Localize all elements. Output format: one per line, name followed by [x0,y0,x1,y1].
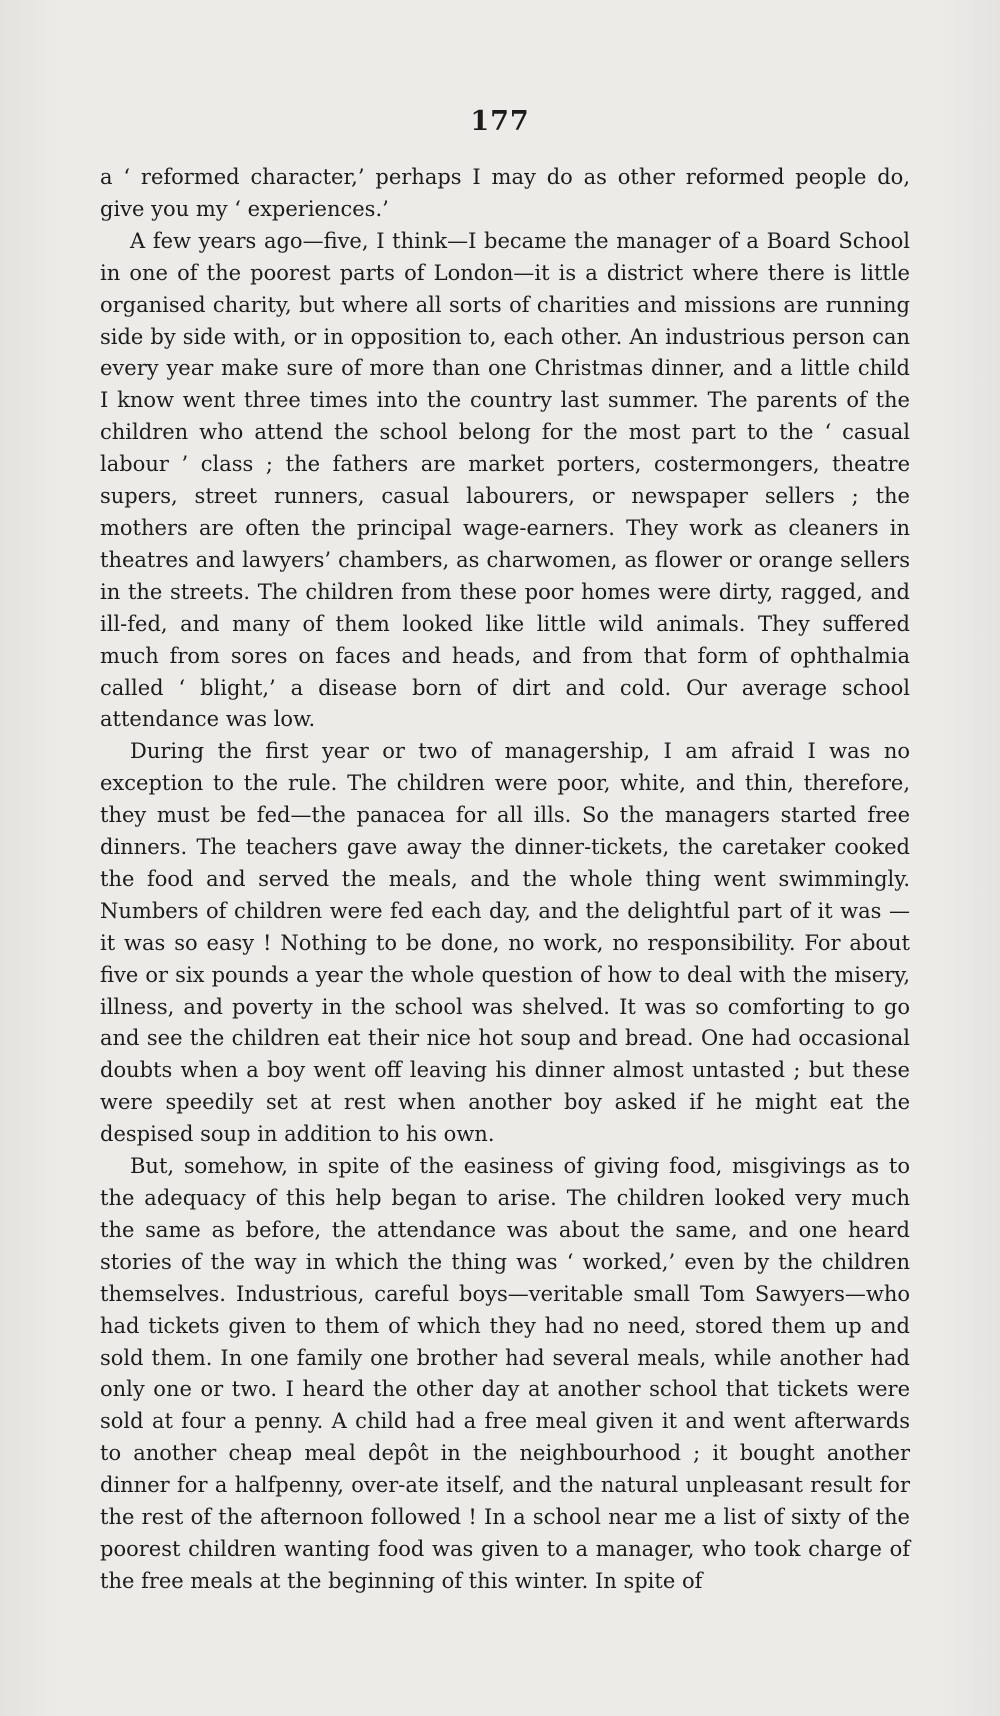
page-body-text [100,162,910,1598]
paragraph-continuation: a ‘ reformed character,’ perhaps I may do as other reformed people do, give you my ‘ experiences.’ [100,165,910,221]
paragraph-misgivings: But, somehow, in spite of the easiness of giving food, misgivings as to the adequacy of this help began to arise. The children looked very much the same as before, the attendance was about the same, and one heard stories of the way in which the thing was ‘ worked,’ even by the children themselves. Industrious, careful boys—veritable small Tom Sawyers—who had tickets given to them of which they had no need, stored them up and sold them. In one family one brother had several meals, while another had only one or two. I heard the other day at another school that tickets were sold at four a penny. A child had a free meal given it and went afterwards to another cheap meal depôt in the neighbourhood ; it bought another dinner for a halfpenny, over-ate itself, and the natural unpleasant result for the rest of the afternoon followed ! In a school near me a list of sixty of the poorest children wanting food was given to a manager, who took charge of the free meals at the beginning of this winter. In spite of [100,1154,910,1593]
page-number: 177 [470,106,530,137]
paragraph-free-dinners: During the first year or two of managership, I am afraid I was no exception to the rule. The children were poor, white, and thin, therefore, they must be fed—the panacea for all ills. So the managers started free dinners. The teachers gave away the dinner-tickets, the caretaker cooked the food and served the meals, and the whole thing went swimmingly. Numbers of children were fed each day, and the delightful part of it was —it was so easy ! Nothing to be done, no work, no responsibility. For about five or six pounds a year the whole question of how to deal with the misery, illness, and poverty in the school was shelved. It was so comforting to go and see the children eat their nice hot soup and bread. One had occasional doubts when a boy went off leaving his dinner almost untasted ; but these were speedily set at rest when another boy asked if he might eat the despised soup in addition to his own. [100,739,910,1147]
paragraph-board-school: A few years ago—five, I think—I became the manager of a Board School in one of the poorest parts of London—it is a district where there is little organised charity, but where all sorts of charities and missions are running side by side with, or in opposition to, each other. An industrious person can every year make sure of more than one Christmas dinner, and a little child I know went three times into the country last summer. The parents of the children who attend the school belong for the most part to the ‘ casual labour ’ class ; the fathers are market porters, costermongers, theatre supers, street runners, casual labourers, or newspaper sellers ; the mothers are often the principal wage-earners. They work as cleaners in theatres and lawyers’ chambers, as charwomen, as flower or orange sellers in the streets. The children from these poor homes were dirty, ragged, and ill-fed, and many of them looked like little wild animals. They suffered much from sores on faces and heads, and from that form of ophthalmia called ‘ blight,’ a disease born of dirt and cold. Our average school attendance was low. [100,228,910,732]
